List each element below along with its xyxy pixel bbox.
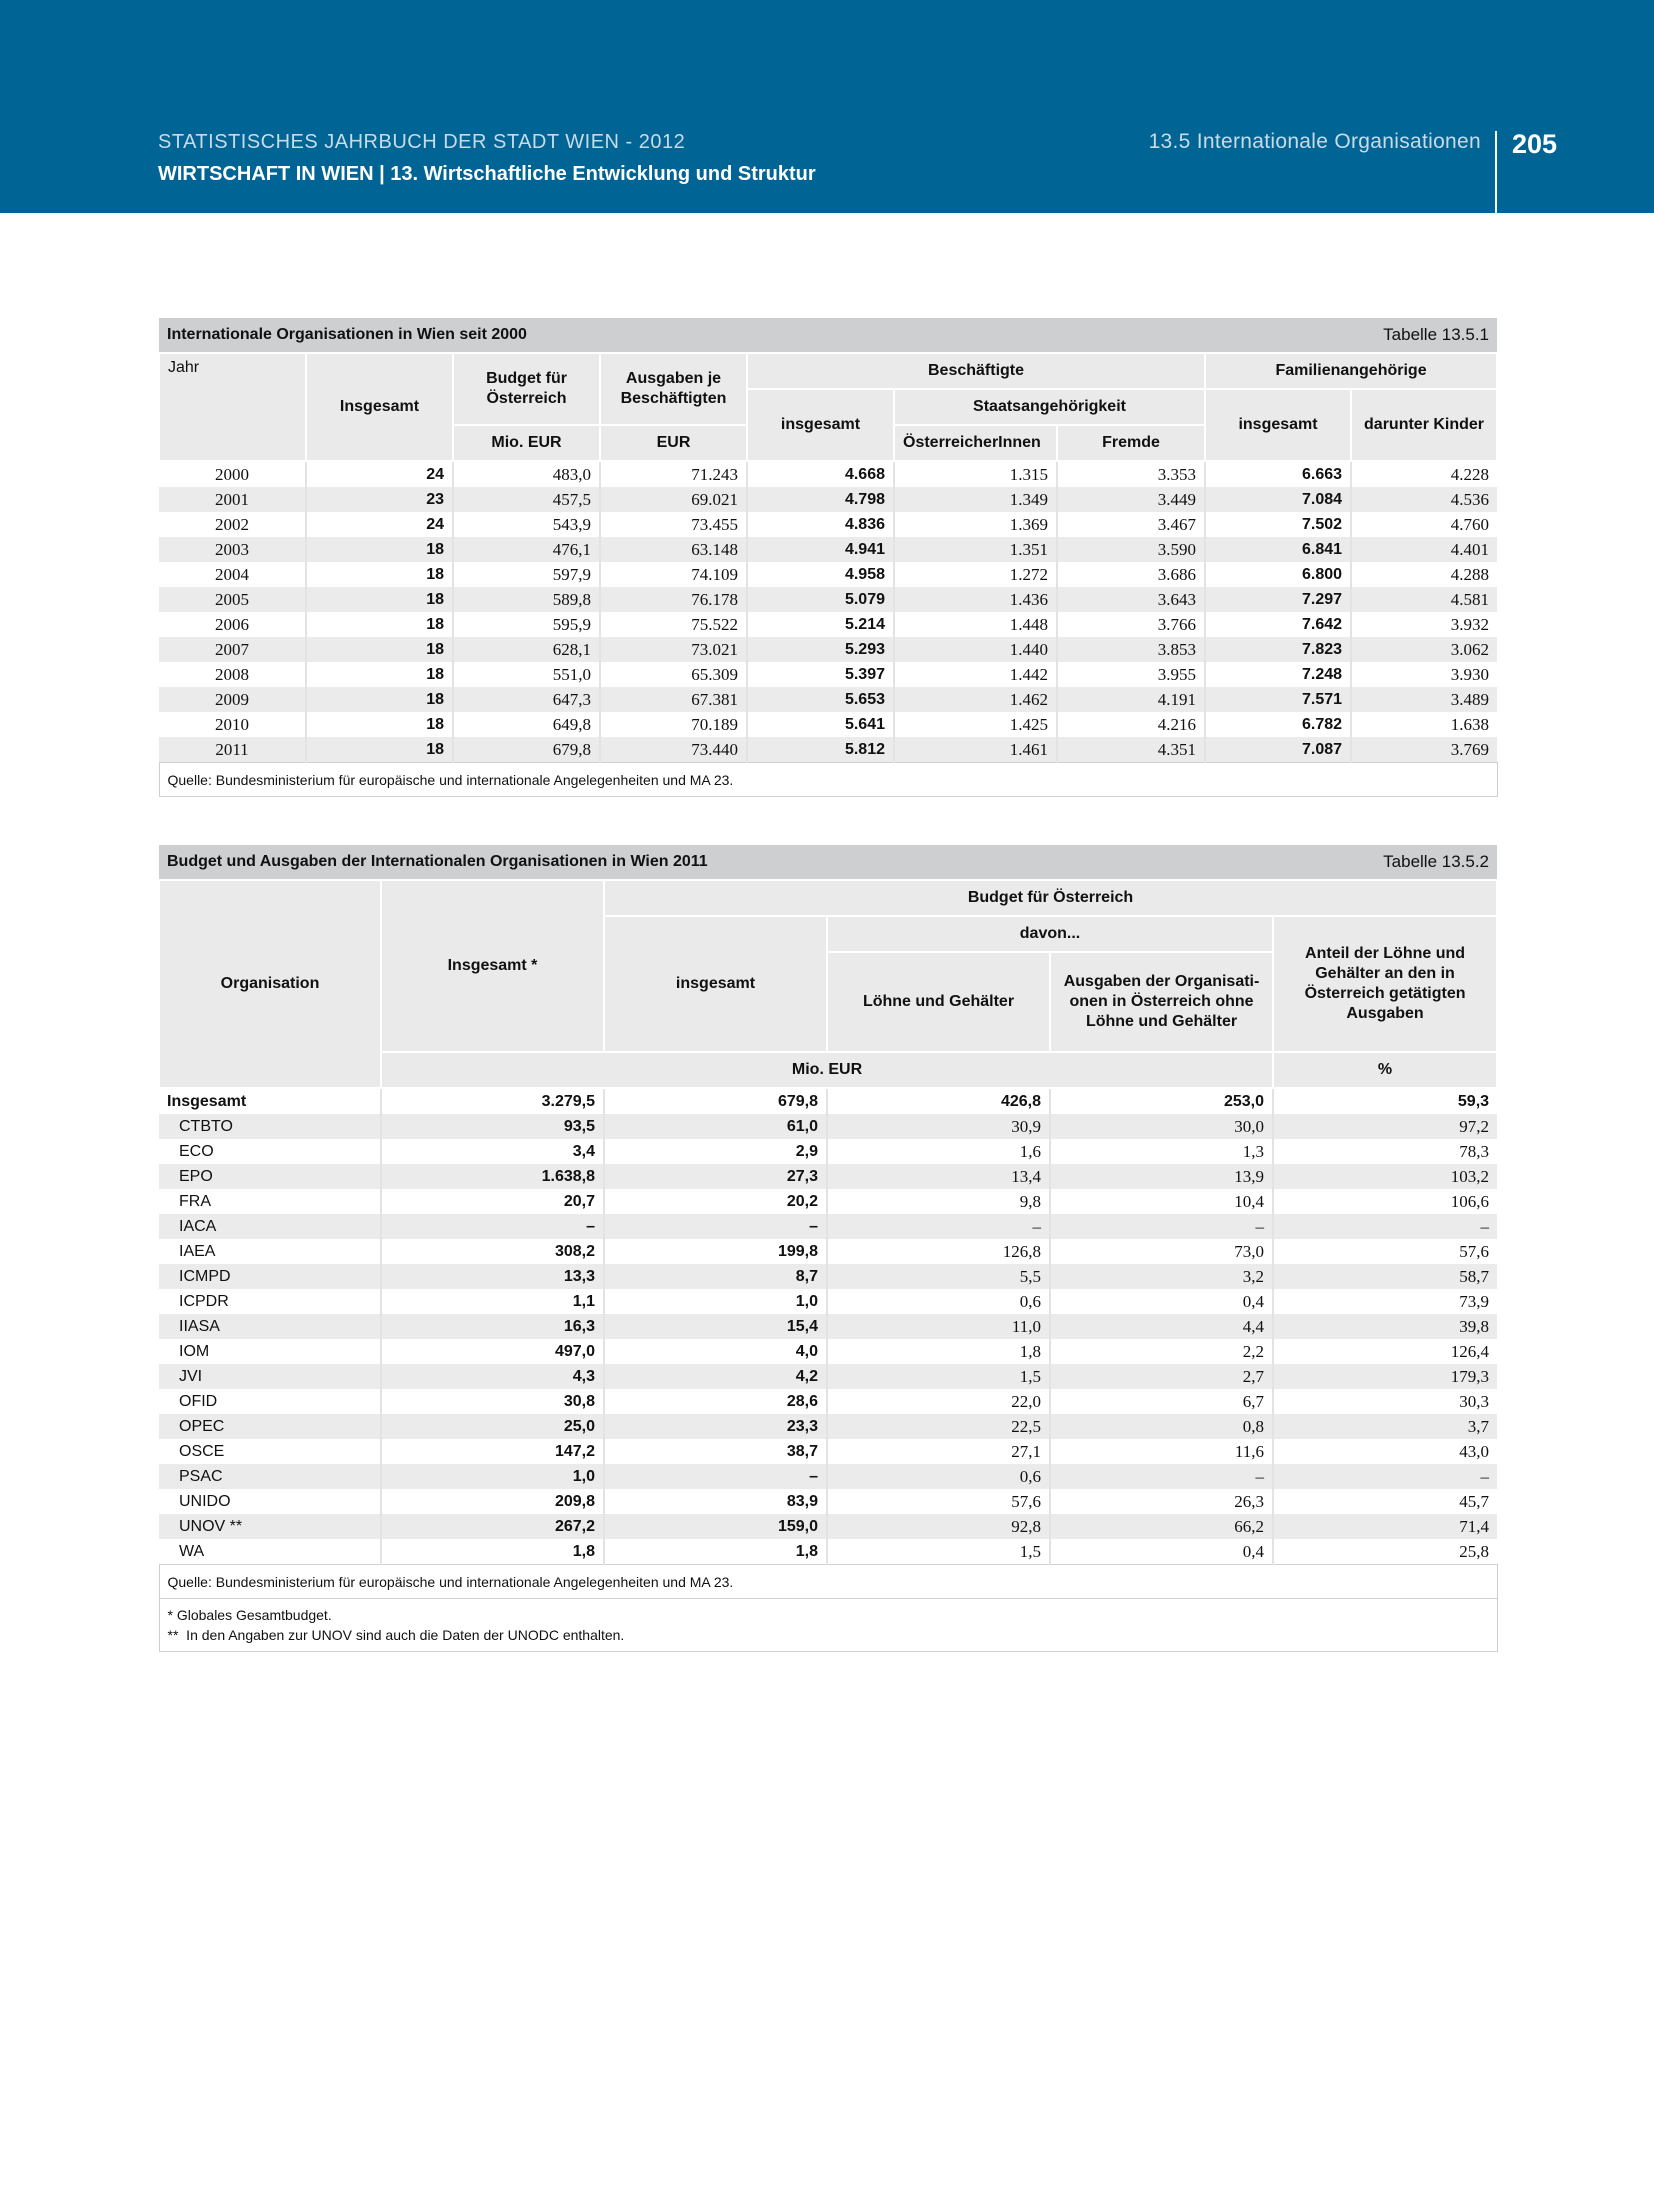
col-header-familienangehoerige: Familienangehörige: [1205, 353, 1497, 389]
row-organisation: IAEA: [179, 1242, 216, 1260]
table-cell: 0,4: [1050, 1289, 1273, 1314]
table-cell: 9,8: [827, 1189, 1050, 1214]
table-cell: 253,0: [1050, 1088, 1273, 1114]
table-row: [159, 1514, 1497, 1539]
col-header-oesterreicher: ÖsterreicherInnen: [894, 425, 1057, 461]
table-cell: 65.309: [600, 662, 747, 687]
table-cell: 27,3: [604, 1164, 827, 1189]
table-cell: 1,0: [604, 1289, 827, 1314]
table-cell: 18: [306, 587, 453, 612]
table-cell: 2,7: [1050, 1364, 1273, 1389]
row-organisation: UNOV **: [159, 1514, 381, 1539]
table-cell: 4.216: [1057, 712, 1205, 737]
table-cell: 11,6: [1050, 1439, 1273, 1464]
row-year: 2006: [215, 614, 249, 634]
table-cell: 3.449: [1057, 487, 1205, 512]
table-cell: 18: [306, 662, 453, 687]
table-row: [159, 712, 1497, 737]
table-cell: 5.641: [747, 712, 894, 737]
table-cell: 30,9: [827, 1114, 1050, 1139]
table-row: [159, 1439, 1497, 1464]
table-row: [159, 612, 1497, 637]
table-row: [159, 1139, 1497, 1164]
col-header-loehne: Löhne und Gehälter: [827, 952, 1050, 1052]
col-header-insgesamt: insgesamt: [604, 916, 827, 1052]
table-row: [159, 1339, 1497, 1364]
table-cell: 1,8: [827, 1339, 1050, 1364]
table-cell: 7.571: [1205, 687, 1351, 712]
table-cell: 483,0: [453, 461, 600, 487]
table-row: [159, 487, 1497, 512]
table-row: [159, 1239, 1497, 1264]
table-title: Budget und Ausgaben der Internationalen Organisationen in Wien 2011: [159, 845, 1273, 880]
table-cell: 106,6: [1273, 1189, 1497, 1214]
table-cell: 78,3: [1273, 1139, 1497, 1164]
row-organisation: IIASA: [159, 1314, 381, 1339]
table-cell: 1,8: [604, 1539, 827, 1565]
table-cell: 4,0: [604, 1339, 827, 1364]
table-cell: 18: [306, 737, 453, 763]
table-cell: 71.243: [600, 461, 747, 487]
table-cell: 61,0: [604, 1114, 827, 1139]
table-cell: 45,7: [1273, 1489, 1497, 1514]
table-cell: 4,3: [381, 1364, 604, 1389]
row-year: 2001: [159, 487, 306, 512]
table-cell: 679,8: [604, 1088, 827, 1114]
table-cell: 199,8: [604, 1239, 827, 1264]
table-row: [159, 1164, 1497, 1189]
table-cell: –: [604, 1464, 827, 1489]
col-header-jahr: Jahr: [159, 353, 306, 461]
table-cell: 3.930: [1351, 662, 1497, 687]
table-cell: 13,9: [1050, 1164, 1273, 1189]
table-cell: 20,2: [604, 1189, 827, 1214]
table-cell: 3.643: [1057, 587, 1205, 612]
table-cell: 7.084: [1205, 487, 1351, 512]
table-cell: 5.812: [747, 737, 894, 763]
table-cell: 426,8: [827, 1088, 1050, 1114]
table-cell: 59,3: [1273, 1088, 1497, 1114]
table-cell: 5,5: [827, 1264, 1050, 1289]
table-cell: 1.638: [1351, 712, 1497, 737]
table-cell: 3.489: [1351, 687, 1497, 712]
col-header-fremde: Fremde: [1057, 425, 1205, 461]
table-cell: 1,8: [381, 1539, 604, 1565]
table-cell: 7.502: [1205, 512, 1351, 537]
row-year: 2005: [159, 587, 306, 612]
table-cell: 1.425: [894, 712, 1057, 737]
table-cell: 26,3: [1050, 1489, 1273, 1514]
table-cell: 267,2: [381, 1514, 604, 1539]
table-cell: 4.401: [1351, 537, 1497, 562]
table-cell: –: [827, 1214, 1050, 1239]
table-cell: 66,2: [1050, 1514, 1273, 1539]
table-cell: 67.381: [600, 687, 747, 712]
table-cell: 3.932: [1351, 612, 1497, 637]
table-cell: 159,0: [604, 1514, 827, 1539]
table-cell: 25,8: [1273, 1539, 1497, 1565]
table-cell: 4.536: [1351, 487, 1497, 512]
table-cell: 69.021: [600, 487, 747, 512]
unit-mio-eur: Mio. EUR: [453, 425, 600, 461]
row-year: 2004: [215, 564, 249, 584]
row-organisation: CTBTO: [159, 1114, 381, 1139]
table-cell: 20,7: [381, 1189, 604, 1214]
table-cell: 3.955: [1057, 662, 1205, 687]
table-cell: 73.440: [600, 737, 747, 763]
table-cell: 15,4: [604, 1314, 827, 1339]
table-row: [159, 1189, 1497, 1214]
table-cell: 1.436: [894, 587, 1057, 612]
table-cell: 7.823: [1205, 637, 1351, 662]
table-cell: 10,4: [1050, 1189, 1273, 1214]
table-cell: 16,3: [381, 1314, 604, 1339]
table-row: [159, 1289, 1497, 1314]
table-row: [159, 1414, 1497, 1439]
row-year: 2000: [215, 464, 249, 484]
table-cell: 73,0: [1050, 1239, 1273, 1264]
table-cell: 13,4: [827, 1164, 1050, 1189]
table-13-5-1: [158, 318, 1496, 797]
table-cell: 18: [306, 687, 453, 712]
table-cell: 76.178: [600, 587, 747, 612]
row-year: 2009: [159, 687, 306, 712]
table-cell: 7.297: [1205, 587, 1351, 612]
table-row: [159, 637, 1497, 662]
row-year: 2010: [215, 714, 249, 734]
table-cell: 1,5: [827, 1539, 1050, 1565]
table-cell: 551,0: [453, 662, 600, 687]
table-cell: 6.841: [1205, 537, 1351, 562]
table-number: Tabelle 13.5.2: [1273, 845, 1497, 880]
table-cell: 1.638,8: [381, 1164, 604, 1189]
source-note: Quelle: Bundesministerium für europäische und internationale Angelegenheiten und MA 23.: [159, 1565, 1497, 1599]
table-cell: 4.581: [1351, 587, 1497, 612]
table-cell: 73,9: [1273, 1289, 1497, 1314]
table-cell: 75.522: [600, 612, 747, 637]
table-cell: 1,1: [381, 1289, 604, 1314]
table-cell: 30,3: [1273, 1389, 1497, 1414]
table-cell: 4.228: [1351, 461, 1497, 487]
footnote-1: * Globales Gesamtbudget.: [167, 1607, 332, 1623]
table-cell: 126,8: [827, 1239, 1050, 1264]
row-organisation: OFID: [179, 1392, 218, 1410]
table-cell: 4,2: [604, 1364, 827, 1389]
row-organisation: FRA: [179, 1192, 211, 1210]
table-cell: 647,3: [453, 687, 600, 712]
table-cell: 25,0: [381, 1414, 604, 1439]
table-cell: 4.760: [1351, 512, 1497, 537]
col-header-insgesamt-star: Insgesamt *: [381, 880, 604, 1052]
table1-body: [159, 461, 1497, 763]
table-cell: 3,7: [1273, 1414, 1497, 1439]
table-cell: 4.941: [747, 537, 894, 562]
table-cell: 1,6: [827, 1139, 1050, 1164]
table-cell: 1.369: [894, 512, 1057, 537]
table-cell: 27,1: [827, 1439, 1050, 1464]
table-cell: 4.351: [1057, 737, 1205, 763]
table-cell: 1.349: [894, 487, 1057, 512]
table-cell: 4,4: [1050, 1314, 1273, 1339]
row-year: 2011: [159, 737, 306, 763]
table-row: [159, 1364, 1497, 1389]
table-cell: –: [1273, 1214, 1497, 1239]
table-cell: 595,9: [453, 612, 600, 637]
table-cell: –: [1050, 1464, 1273, 1489]
table-row: [159, 1489, 1497, 1514]
table-cell: 457,5: [453, 487, 600, 512]
table-cell: 1,3: [1050, 1139, 1273, 1164]
table-cell: 30,0: [1050, 1114, 1273, 1139]
col-header-davon: davon...: [827, 916, 1273, 952]
table-cell: 39,8: [1273, 1314, 1497, 1339]
footnote-2: ** In den Angaben zur UNOV sind auch die Daten der UNODC enthalten.: [167, 1627, 625, 1643]
table-cell: 28,6: [604, 1389, 827, 1414]
table-cell: 0,4: [1050, 1539, 1273, 1565]
table-cell: 97,2: [1273, 1114, 1497, 1139]
table-cell: 126,4: [1273, 1339, 1497, 1364]
table-13-5-2: [158, 845, 1496, 1652]
unit-mio-eur: Mio. EUR: [381, 1052, 1273, 1088]
table-row: [159, 1264, 1497, 1289]
row-year: 2003: [159, 537, 306, 562]
table-cell: 6.800: [1205, 562, 1351, 587]
row-organisation: JVI: [159, 1364, 381, 1389]
table-cell: 18: [306, 612, 453, 637]
table-cell: –: [381, 1214, 604, 1239]
row-organisation: UNIDO: [179, 1492, 231, 1510]
row-organisation: WA: [179, 1542, 205, 1560]
col-header-beschaeftigte: Beschäftigte: [747, 353, 1205, 389]
table-cell: 71,4: [1273, 1514, 1497, 1539]
table-cell: 649,8: [453, 712, 600, 737]
table-cell: 2,9: [604, 1139, 827, 1164]
table-cell: 57,6: [827, 1489, 1050, 1514]
table-cell: 73.455: [600, 512, 747, 537]
table-cell: 2,2: [1050, 1339, 1273, 1364]
footnotes: [159, 1599, 1497, 1652]
table-cell: 13,3: [381, 1264, 604, 1289]
table-title: Internationale Organisationen in Wien seit 2000: [159, 318, 1205, 353]
row-organisation: OPEC: [159, 1414, 381, 1439]
row-organisation: IOM: [179, 1342, 210, 1360]
table-cell: 5.397: [747, 662, 894, 687]
table-cell: 3.769: [1351, 737, 1497, 763]
table-cell: 4.288: [1351, 562, 1497, 587]
table-row: [159, 587, 1497, 612]
row-organisation: Insgesamt: [167, 1092, 247, 1110]
table-cell: 24: [306, 461, 453, 487]
col-header-budget: Budget für Österreich: [453, 353, 600, 425]
table-cell: 179,3: [1273, 1364, 1497, 1389]
table-cell: 1.440: [894, 637, 1057, 662]
table-cell: 7.087: [1205, 737, 1351, 763]
table-cell: 70.189: [600, 712, 747, 737]
col-header-b-insgesamt: insgesamt: [747, 389, 894, 461]
table-cell: 3.590: [1057, 537, 1205, 562]
table-cell: –: [1050, 1214, 1273, 1239]
table-cell: 3,2: [1050, 1264, 1273, 1289]
row-organisation: ICMPD: [159, 1264, 381, 1289]
table-row: [159, 1314, 1497, 1339]
table-cell: 7.642: [1205, 612, 1351, 637]
table-cell: 1.462: [894, 687, 1057, 712]
table-cell: 7.248: [1205, 662, 1351, 687]
table-cell: 6.782: [1205, 712, 1351, 737]
col-header-kinder: darunter Kinder: [1351, 389, 1497, 461]
table-cell: 73.021: [600, 637, 747, 662]
table-row: [159, 461, 1497, 487]
table-cell: 23: [306, 487, 453, 512]
table-cell: 3.353: [1057, 461, 1205, 487]
table-row: [159, 737, 1497, 763]
table-cell: 3.062: [1351, 637, 1497, 662]
col-header-organisation: Organisation: [159, 880, 381, 1088]
table-cell: 209,8: [381, 1489, 604, 1514]
table-cell: 3.853: [1057, 637, 1205, 662]
unit-eur: EUR: [600, 425, 747, 461]
table-cell: 5.079: [747, 587, 894, 612]
table-cell: 4.668: [747, 461, 894, 487]
table-cell: 1,5: [827, 1364, 1050, 1389]
table-cell: 147,2: [381, 1439, 604, 1464]
table-cell: 4.958: [747, 562, 894, 587]
table-row: [159, 512, 1497, 537]
table-cell: 497,0: [381, 1339, 604, 1364]
row-year: 2007: [159, 637, 306, 662]
total-row: [159, 1088, 1497, 1114]
col-header-ausgaben: Ausgaben je Beschäftigten: [600, 353, 747, 425]
section-title: WIRTSCHAFT IN WIEN | 13. Wirtschaftliche Entwicklung und Struktur: [158, 163, 816, 185]
row-organisation: IACA: [159, 1214, 381, 1239]
col-header-insgesamt: Insgesamt: [306, 353, 453, 461]
table-cell: 6.663: [1205, 461, 1351, 487]
row-year: 2008: [215, 664, 249, 684]
table-cell: 92,8: [827, 1514, 1050, 1539]
table-number: Tabelle 13.5.1: [1205, 318, 1497, 353]
table-cell: 543,9: [453, 512, 600, 537]
col-header-budget-oe: Budget für Österreich: [604, 880, 1497, 916]
table-cell: 1.461: [894, 737, 1057, 763]
table-cell: 0,8: [1050, 1414, 1273, 1439]
table-cell: 628,1: [453, 637, 600, 662]
page-number: 205: [1512, 129, 1558, 159]
header-divider: [1495, 131, 1497, 213]
table-cell: –: [1273, 1464, 1497, 1489]
table-cell: 1.351: [894, 537, 1057, 562]
table-cell: 18: [306, 712, 453, 737]
col-header-anteil: Anteil der Löhne und Gehälter an den in Österreich getätigten Ausgaben: [1273, 916, 1497, 1052]
table-row: [159, 1539, 1497, 1565]
table-cell: 24: [306, 512, 453, 537]
table-cell: 43,0: [1273, 1439, 1497, 1464]
row-organisation: ECO: [179, 1142, 214, 1160]
table-cell: 63.148: [600, 537, 747, 562]
source-note: Quelle: Bundesministerium für europäische und internationale Angelegenheiten und MA 23.: [159, 763, 1497, 797]
table-cell: 8,7: [604, 1264, 827, 1289]
table-cell: 3.467: [1057, 512, 1205, 537]
yearbook-title: STATISTISCHES JAHRBUCH DER STADT WIEN - 2012: [158, 131, 686, 153]
table-row: [159, 537, 1497, 562]
table-cell: 18: [306, 637, 453, 662]
col-header-ausgaben-org: Ausgaben der Organisati- onen in Österreich ohne Löhne und Gehälter: [1050, 952, 1273, 1052]
table-cell: 5.214: [747, 612, 894, 637]
table-cell: 5.653: [747, 687, 894, 712]
table-row: [159, 1389, 1497, 1414]
table-cell: –: [604, 1214, 827, 1239]
table-cell: 103,2: [1273, 1164, 1497, 1189]
table-cell: 22,0: [827, 1389, 1050, 1414]
table-cell: 1.272: [894, 562, 1057, 587]
table-cell: 679,8: [453, 737, 600, 763]
table-cell: 18: [306, 537, 453, 562]
table-cell: 476,1: [453, 537, 600, 562]
table-cell: 1.448: [894, 612, 1057, 637]
row-organisation: OSCE: [179, 1442, 225, 1460]
table-cell: 18: [306, 562, 453, 587]
table-cell: 1.315: [894, 461, 1057, 487]
table-cell: 1.442: [894, 662, 1057, 687]
unit-percent: %: [1273, 1052, 1497, 1088]
table-cell: 597,9: [453, 562, 600, 587]
table-cell: 22,5: [827, 1414, 1050, 1439]
table-row: [159, 1114, 1497, 1139]
row-organisation: ICPDR: [179, 1292, 229, 1310]
chapter-title: 13.5 Internationale Organisationen: [1148, 130, 1481, 153]
col-header-staatsangehoerigkeit: Staatsangehörigkeit: [894, 389, 1205, 425]
table-cell: 0,6: [827, 1464, 1050, 1489]
table-row: [159, 662, 1497, 687]
table-cell: 93,5: [381, 1114, 604, 1139]
table-cell: 0,6: [827, 1289, 1050, 1314]
table-cell: 3.686: [1057, 562, 1205, 587]
table-cell: 57,6: [1273, 1239, 1497, 1264]
table-cell: 589,8: [453, 587, 600, 612]
table-cell: 4.798: [747, 487, 894, 512]
table-row: [159, 687, 1497, 712]
table-cell: 5.293: [747, 637, 894, 662]
table-cell: 3,4: [381, 1139, 604, 1164]
table-row: [159, 1464, 1497, 1489]
table2-body: [159, 1088, 1497, 1565]
table-row: [159, 1214, 1497, 1239]
table-row: [159, 562, 1497, 587]
table-cell: 30,8: [381, 1389, 604, 1414]
table-cell: 4.836: [747, 512, 894, 537]
row-organisation: PSAC: [159, 1464, 381, 1489]
table-cell: 23,3: [604, 1414, 827, 1439]
row-year: 2002: [215, 514, 249, 534]
table-cell: 4.191: [1057, 687, 1205, 712]
table-cell: 1,0: [381, 1464, 604, 1489]
header-band: [0, 0, 1654, 213]
table-cell: 83,9: [604, 1489, 827, 1514]
table-cell: 38,7: [604, 1439, 827, 1464]
table-cell: 74.109: [600, 562, 747, 587]
table-cell: 58,7: [1273, 1264, 1497, 1289]
table-cell: 3.766: [1057, 612, 1205, 637]
col-header-f-insgesamt: insgesamt: [1205, 389, 1351, 461]
table-cell: 6,7: [1050, 1389, 1273, 1414]
table-cell: 3.279,5: [381, 1088, 604, 1114]
table-cell: 11,0: [827, 1314, 1050, 1339]
row-organisation: EPO: [159, 1164, 381, 1189]
table-cell: 308,2: [381, 1239, 604, 1264]
